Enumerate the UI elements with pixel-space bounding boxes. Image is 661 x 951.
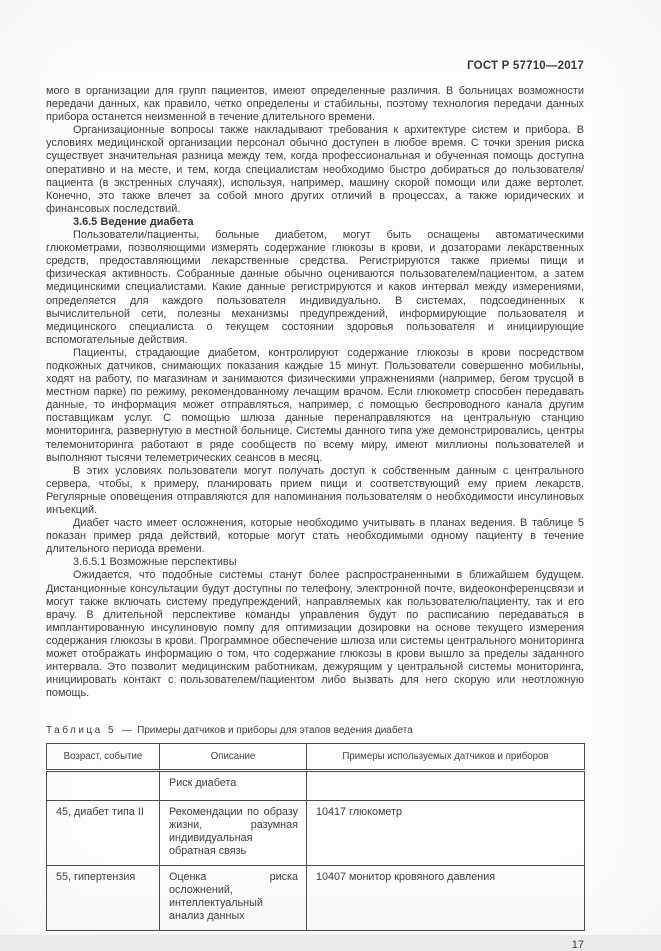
table-header-row (47, 744, 585, 771)
table-caption-dash: — (122, 725, 133, 737)
page-number: 17 (571, 939, 584, 951)
table-row (47, 771, 585, 801)
cell-age-event (47, 771, 160, 801)
table-caption (46, 725, 584, 736)
table-caption-label: Таблица 5 (46, 725, 117, 737)
diabetes-sensors-table (46, 743, 585, 931)
paragraph: В этих условиях пользователи могут получать доступ к собственным данным с центрального сервера, чтобы, к примеру, планировать прием пищи и соответствующий ему прием лекарств. Регулярные оповещения отправляются для напоминания пользователям о необходимости инсулиновых инъекций. (46, 464, 584, 516)
doc-header-standard-code: ГОСТ Р 57710—2017 (467, 60, 584, 72)
cell-examples (307, 771, 585, 801)
cell-examples: 10417 глюкометр (307, 801, 585, 866)
paragraph: Организационные вопросы также накладывают требования к архитектуре систем и прибора. В условиях медицинской организации персонал обычно доступен в любое время. С точки зрения риска существует значительная разница между тем, когда профессиональная и обученная помощь доступна оперативно и на месте, и тем, когда специалистам необходимо быстро добираться до пользователя/пациента (в экстренных случаях), используя, например, машину скорой помощи или даже вертолет. Конечно, это также влечет за собой много других отличий в процессах, а также юридических и финансовых последствий. (46, 124, 584, 215)
column-header-description: Описание (160, 744, 307, 771)
table-caption-title: Примеры датчиков и приборы для этапов ведения диабета (137, 725, 413, 737)
cell-description: Рекомендации по образу жизни, разумная индивидуальная обратная связь (160, 801, 307, 866)
page-body (46, 85, 584, 951)
cell-age-event: 55, гипертензия (47, 866, 160, 931)
table-row (47, 866, 585, 931)
paragraph: Диабет часто имеет осложнения, которые необходимо учитывать в планах ведения. В таблице 5 показан пример ряда действий, которые могут стать необходимыми одному пациенту в течение длительного периода времени. (46, 517, 584, 556)
subsection-heading-3-6-5-1: 3.6.5.1 Возможные перспективы (73, 556, 237, 569)
cell-description: Оценка риска осложнений, интеллектуальный анализ данных (160, 866, 307, 931)
column-header-examples: Примеры используемых датчиков и приборов (307, 744, 585, 771)
cell-examples: 10407 монитор кровяного давления (307, 866, 585, 931)
section-heading-3-6-5: 3.6.5 Ведение диабета (73, 215, 194, 228)
column-header-age-event: Возраст, событие (47, 744, 160, 771)
paragraph: Пациенты, страдающие диабетом, контролируют содержание глюкозы в крови посредством подкожных датчиков, снимающих показания каждые 15 минут. Пользователи совершенно мобильны, ходят на работу, по магазинам и занимаются физическими упражнениями (например, бегом трусцой в местном парке) по режиму, рекомендованному лечащим врачом. Если глюкометр способен передавать данные, то информация может отправляться, например, с помощью беспроводного канала другим поставщикам услуг. С помощью шлюза данные перенаправляются на центральную станцию мониторинга, развернутую в местной больнице. Системы данного типа уже демонстрировались, центры телемониторинга работают в ряде сообществ по всему миру, имеют миллионы пользователей и выполняют тысячи телеметрических сеансов в месяц. (46, 346, 584, 464)
paragraph-continuation: мого в организации для групп пациентов, имеют определенные различия. В больницах возможности передачи данных, как правило, четко определены и стабильны, поэтому технология передачи данных прибора останется неизменной в течение длительного времени. (46, 85, 584, 124)
cell-description: Риск диабета (160, 771, 307, 801)
paragraph: Ожидается, что подобные системы станут более распространенными в ближайшем будущем. Дистанционные консультации будут доступны по телефону, электронной почте, видеоконференцсвязи и могут также включать систему предупреждений, направляемых как пользователю/пациенту, так и его врачу. В длительной перспективе команды управления будут по расписанию передаваться в имплантированную инсулиновую помпу для оптимизации дозировки на основе текущего измерения содержания глюкозы в крови. Программное обеспечение шлюза или системы центрального мониторинга может отображать информацию о том, что содержание глюкозы в крови вышло за пределы заданного интервала. Это позволит медицинским работникам, дежурящим у центральной системы мониторинга, инициировать контакт с пользователем/пациентом либо вызвать для него скорую или неотложную помощь. (46, 569, 584, 700)
cell-age-event: 45, диабет типа II (47, 801, 160, 866)
table-row (47, 801, 585, 866)
paragraph: Пользователи/пациенты, больные диабетом, могут быть оснащены автоматическими глюкометрами, позволяющими измерять содержание глюкозы в крови, и дозаторами лекарственных средств, предоставляющими лекарственные средства. Регистрируются также приемы пищи и физическая активность. Собранные данные обычно оцениваются пользователем/пациентом, а затем медицинскими специалистами. Какие данные регистрируются и каков интервал между измерениями, определяется для каждого пользователя индивидуально. В системах, подсоединенных к вычислительной сети, полезны механизмы предупреждений, информирующие пользователя и медицинского специалиста о текущем состоянии здоровья пользователя и инициирующие вспомогательные действия. (46, 229, 584, 346)
